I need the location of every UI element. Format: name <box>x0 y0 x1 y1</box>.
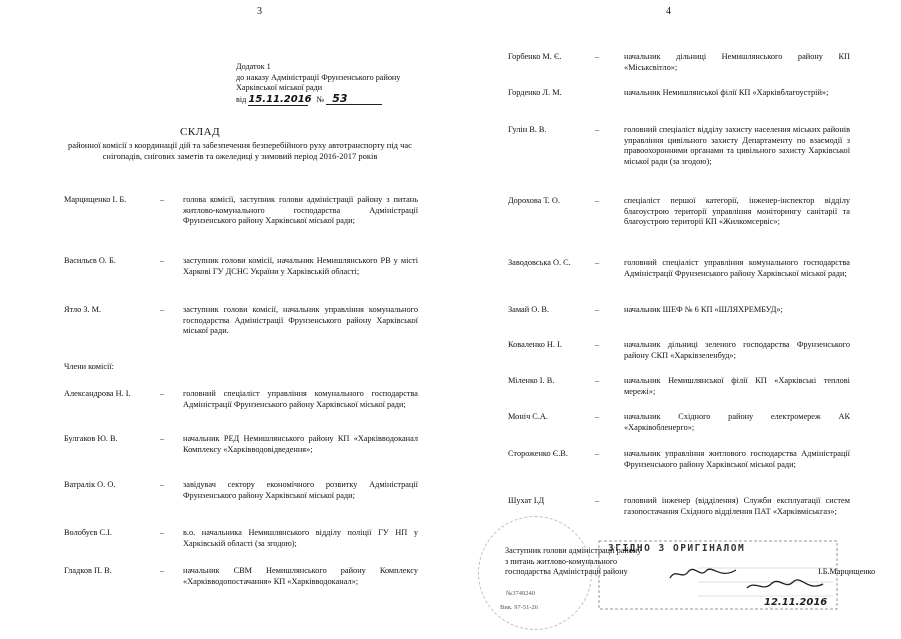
member-dash: – <box>160 256 165 265</box>
member-dash: – <box>595 340 600 349</box>
page-number: 3 <box>257 6 262 17</box>
number-prefix: № <box>316 94 325 104</box>
member-role: начальник РЕД Немишлянського району КП «Харківводоканал Комплексу «Харківводовідведення»; <box>183 434 418 454</box>
handwritten-date: 15.11.2016 <box>248 93 312 105</box>
member-dash: – <box>160 566 165 575</box>
handwritten-signature-1 <box>668 566 738 585</box>
member-name: Александрова Н. І. <box>64 389 131 398</box>
member-dash: – <box>595 258 600 267</box>
member-name: Ватралік О. О. <box>64 480 116 489</box>
member-dash: – <box>160 480 165 489</box>
seal-note-number: №3749240 <box>506 590 535 597</box>
member-name: Дорохова Т. О. <box>508 196 560 205</box>
member-dash: – <box>595 305 600 314</box>
member-role: начальник дільниці Немишлянського району КП «Міськсвітло»; <box>624 52 850 72</box>
appendix-council: Харківської міської ради <box>236 83 323 92</box>
member-name: Васильєв О. Б. <box>64 256 116 265</box>
member-role: начальник Немишлянської філії КП «Харківські теплові мережі»; <box>624 376 850 396</box>
member-name: Шухат І.Д <box>508 496 545 505</box>
member-name: Заводовська О. С. <box>508 258 571 267</box>
handwritten-copy-date: 12.11.2016 <box>764 597 828 608</box>
member-dash: – <box>595 412 600 421</box>
member-role: начальник дільниці зеленого господарства Фрунзенського району СКП «Харківзеленбуд»; <box>624 340 850 360</box>
member-name: Замай О. В. <box>508 305 549 314</box>
member-role: начальник СВМ Немишлянського району Комплексу «Харківводопостачання» КП «Харківводоканал»; <box>183 566 418 586</box>
member-dash: – <box>160 195 165 204</box>
member-name: Гладков П. В. <box>64 566 112 575</box>
member-name: Міленко І. В. <box>508 376 555 385</box>
member-dash: – <box>595 125 600 134</box>
member-name: Марцищенко І. Б. <box>64 195 127 204</box>
footer-position-line2: з питань житлово-комунального <box>505 556 618 566</box>
members-label: Члени комісії: <box>64 362 114 371</box>
member-dash: – <box>595 52 600 61</box>
appendix-order-ref: до наказу Адміністрації Фрунзенського району <box>236 72 401 82</box>
member-role: начальник управління житлового господарства Адміністрації Фрунзенського району Харківської міської ради; <box>624 449 850 469</box>
member-dash: – <box>595 196 600 205</box>
member-name: Моніч С.А. <box>508 412 548 421</box>
member-role: заступник голови комісії, начальник управління комунального господарства Адміністрації Фрунзенського району Харківської міської ради. <box>183 305 418 336</box>
appendix-label: Додаток 1 <box>236 62 271 71</box>
member-name: Ятло З. М. <box>64 305 102 314</box>
document-title: СКЛАД <box>180 126 221 138</box>
member-role: головний спеціаліст відділу захисту населення міських районів управління цивільного захисту Департаменту по взаємодії з правоохоронними органами та цивільного захисту Харківської міської ради (за згодою); <box>624 125 850 166</box>
member-role: в.о. начальника Немишлянського відділу поліції ГУ НП у Харківській області (за згодою); <box>183 528 418 548</box>
member-role: заступник голови комісії, начальник Немишлянського РВ у місті Харкові ГУ ДСНС України у Харківській області; <box>183 256 418 276</box>
member-role: начальник Східного району електромереж АК «Харківобленерго»; <box>624 412 850 432</box>
footer-signature-block <box>505 546 641 578</box>
appendix-date-line <box>236 91 400 107</box>
handwritten-number: 53 <box>326 94 382 106</box>
member-dash: – <box>160 305 165 314</box>
copy-stamp-title: ЗГІДНО З ОРИГІНАЛОМ <box>608 543 746 554</box>
member-name: Горденко Л. М. <box>508 88 562 97</box>
member-name: Гулін В. В. <box>508 125 547 134</box>
member-name: Коваленко Н. І. <box>508 340 562 349</box>
member-dash: – <box>160 434 165 443</box>
signature-scribble-icon <box>668 566 738 582</box>
document-subtitle: районної комісії з координації дій та забезпечення безперебійного руху автотранспорту під час снігопадів, снігових заметів та ожеледиці у зимовий період 2016-2017 років <box>68 140 412 161</box>
seal-note-phone: Вик. 97-51-26 <box>500 604 539 611</box>
page-number: 4 <box>666 6 671 17</box>
member-name: Булгаков Ю. В. <box>64 434 118 443</box>
date-prefix: від <box>236 94 247 104</box>
footer-signer-name: І.Б.Марцищенко <box>818 567 876 576</box>
member-dash: – <box>595 449 600 458</box>
member-name: Горбенко М. Є. <box>508 52 562 61</box>
signature-scribble-icon <box>745 578 825 594</box>
handwritten-signature-2 <box>745 578 825 597</box>
member-dash: – <box>160 528 165 537</box>
member-dash: – <box>160 389 165 398</box>
member-role: начальник Немишлянської філії КП «Харківблагоустрій»; <box>624 88 829 97</box>
footer-position-line1: Заступник голови адміністрації району <box>505 546 642 555</box>
member-role: головний спеціаліст управління комунального господарства Адміністрації Фрунзенського району Харківської міської ради; <box>183 389 418 409</box>
member-role: спеціаліст першої категорії, інженер-інспектор відділу благоустрою території управління моніторингу санітарії та благоустрою території КП «Жилкомсервіс»; <box>624 196 850 227</box>
member-dash: – <box>595 376 600 385</box>
footer-position-line3: господарства Адміністрації району <box>505 567 628 576</box>
member-role: головний спеціаліст управління комунального господарства Адміністрації Фрунзенського району Харківської міської ради; <box>624 258 850 278</box>
member-name: Стороженко Є.В. <box>508 449 568 458</box>
appendix-block <box>236 62 400 106</box>
member-role: голова комісії, заступник голови адміністрації району з питань житлово-комунального господарства Адміністрації Фрунзенського району Харківської міської ради; <box>183 195 418 226</box>
member-role: завідувач сектору економічного розвитку Адміністрації Фрунзенського району Харківської міської ради; <box>183 480 418 500</box>
member-role: начальник ШЕФ № 6 КП «ШЛЯХРЕМБУД»; <box>624 305 783 314</box>
member-role: головний інженер (відділення) Служби експлуатації систем газопостачання Східного відділення ПАТ «Харківміськгаз»; <box>624 496 850 516</box>
member-dash: – <box>595 496 600 505</box>
member-name: Волобуєв С.І. <box>64 528 112 537</box>
